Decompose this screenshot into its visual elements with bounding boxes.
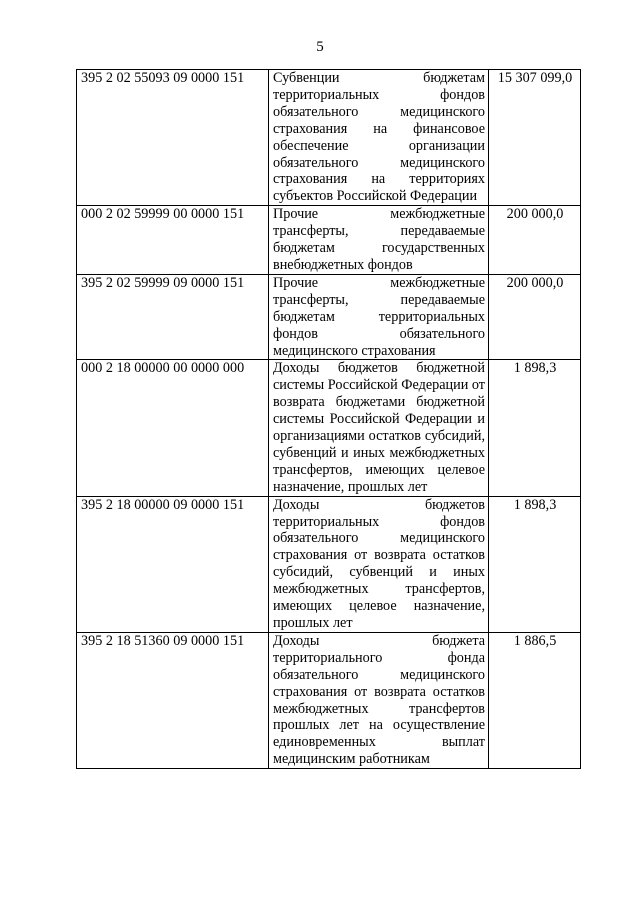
page-number: 5 (316, 39, 324, 55)
table-row (77, 360, 581, 496)
table-row (77, 632, 581, 768)
budget-classification-code: 395 2 18 51360 09 0000 151 (77, 632, 269, 768)
budget-classification-code: 395 2 02 59999 09 0000 151 (77, 274, 269, 360)
budget-revenue-table (76, 69, 581, 769)
revenue-name: Прочие межбюджетные трансферты, передаваемые бюджетам государственных внебюджетных фондов (269, 206, 489, 275)
table-row (77, 206, 581, 275)
table-row (77, 274, 581, 360)
budget-classification-code: 395 2 02 55093 09 0000 151 (77, 70, 269, 206)
revenue-name: Доходы бюджета территориального фонда обязательного медицинского страхования от возврата остатков межбюджетных трансфертов прошлых лет на осуществление единовременных выплат медицинским работникам (269, 632, 489, 768)
revenue-name: Прочие межбюджетные трансферты, передаваемые бюджетам территориальных фондов обязательного медицинского страхования (269, 274, 489, 360)
revenue-amount: 1 886,5 (489, 632, 581, 768)
revenue-name: Доходы бюджетов территориальных фондов обязательного медицинского страхования от возврата остатков субсидий, субвенций и иных межбюджетных трансфертов, имеющих целевое назначение, прошлых лет (269, 496, 489, 632)
table-row (77, 496, 581, 632)
budget-classification-code: 395 2 18 00000 09 0000 151 (77, 496, 269, 632)
revenue-amount: 200 000,0 (489, 206, 581, 275)
budget-classification-code: 000 2 02 59999 00 0000 151 (77, 206, 269, 275)
revenue-amount: 1 898,3 (489, 360, 581, 496)
revenue-amount: 15 307 099,0 (489, 70, 581, 206)
revenue-name: Доходы бюджетов бюджетной системы Российской Федерации от возврата бюджетами бюджетной системы Российской Федерации и организациями остатков субсидий, субвенций и иных межбюджетных трансфертов, имеющих целевое назначение, прошлых лет (269, 360, 489, 496)
revenue-amount: 200 000,0 (489, 274, 581, 360)
budget-classification-code: 000 2 18 00000 00 0000 000 (77, 360, 269, 496)
table-row (77, 70, 581, 206)
revenue-amount: 1 898,3 (489, 496, 581, 632)
revenue-name: Субвенции бюджетам территориальных фондов обязательного медицинского страхования на финансовое обеспечение организации обязательного медицинского страхования на территориях субъектов Российской Федерации (269, 70, 489, 206)
